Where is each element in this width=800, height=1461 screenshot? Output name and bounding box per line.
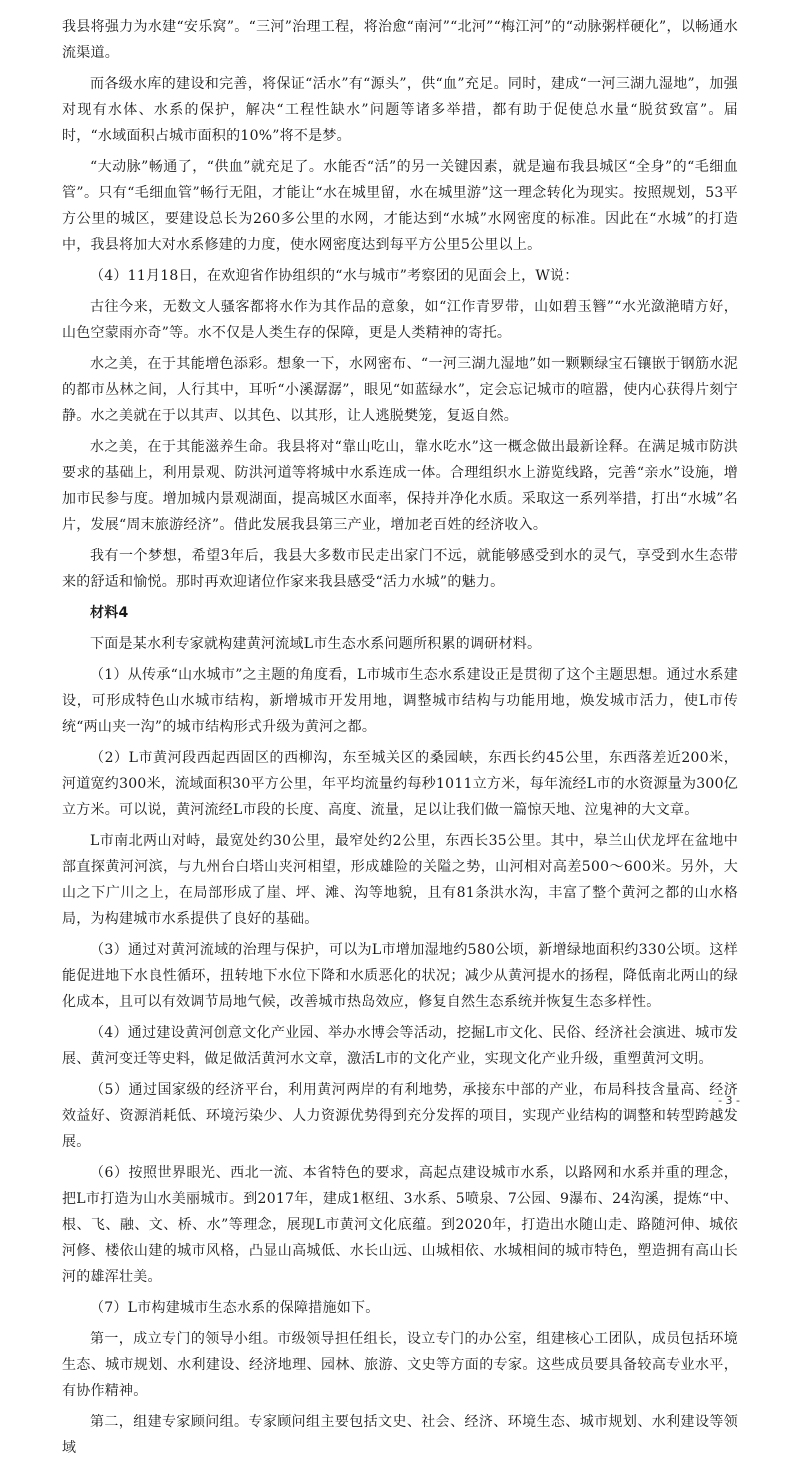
paragraph: 水之美，在于其能滋养生命。我县将对“靠山吃山，靠水吃水”这一概念做出最新诠释。在满足城市防洪要求的基础上，利用景观、防洪河道等将城中水系连成一体。合理组织水上游览线路，完善“亲水”设施，增加市民参与度。增加城内景观湖面，提高城区水面率，保持并净化水质。采取这一系列举措，打出“水城”名片，发展“周末旅游经济”。借此发展我县第三产业，增加老百姓的经济收入。	[62, 439, 738, 533]
paragraph: （7）L市构建城市生态水系的保障措施如下。	[90, 1300, 380, 1316]
paragraph: 水之美，在于其能增色添彩。想象一下，水网密布、“一河三湖九湿地”如一颗颗绿宝石镶嵌于钢筋水泥的都市丛林之间，人行其中，耳听“小溪潺潺”，眼见“如蓝绿水”，定会忘记城市的喧嚣，使内心获得片刻宁静。水之美就在于以其声、以其色、以其形，让人逃脱樊笼，复返自然。	[62, 356, 738, 424]
paragraph: （3）通过对黄河流域的治理与保护，可以为L市增加湿地约580公顷，新增绿地面积约330公顷。这样能促进地下水良性循环，扭转地下水位下降和水质恶化的状况；减少从黄河提水的扬程，降低南北两山的绿化成本，且可以有效调节局地气候，改善城市热岛效应，修复自然生态系统并恢复生态多样性。	[62, 942, 738, 1010]
paragraph: L市南北两山对峙，最宽处约30公里，最窄处约2公里，东西长35公里。其中，皋兰山伏龙坪在盆地中部直探黄河河滨，与九州台白塔山夹河相望，形成雄险的关隘之势，山河相对高差500～600米。另外，大山之下广川之上，在局部形成了崖、坪、滩、沟等地貌，且有81条洪水沟，丰富了整个黄河之都的山水格局，为构建城市水系提供了良好的基础。	[62, 833, 738, 927]
paragraph: （2）L市黄河段西起西固区的西柳沟，东至城关区的桑园峡，东西长约45公里，东西落差近200米，河道宽约300米，流域面积30平方公里，年平均流量约每秒1011立方米，每年流经L市的水资源量为300亿立方米。可以说，黄河流经L市段的长度、高度、流量，足以让我们做一篇惊天地、泣鬼神的大文章。	[62, 750, 738, 818]
paragraph: （5）通过国家级的经济平台，利用黄河两岸的有利地势，承接东中部的产业，布局科技含量高、经济效益好、资源消耗低、环境污染少、人力资源优势得到充分发挥的项目，实现产业结构的调整和转型跨越发展。	[62, 1082, 738, 1150]
page-number: - 3 -	[718, 1094, 740, 1107]
paragraph: （4）11月18日，在欢迎省作协组织的“水与城市”考察团的见面会上，W说：	[90, 268, 579, 284]
paragraph: 第一，成立专门的领导小组。市级领导担任组长，设立专门的办公室，组建核心工团队，成员包括环境生态、城市规划、水利建设、经济地理、园林、旅游、文史等方面的专家。这些成员要具备较高专业水平，有协作精神。	[62, 1331, 738, 1399]
section-heading: 材料4	[90, 605, 129, 621]
paragraph: 下面是某水利专家就构建黄河流域L市生态水系问题所积累的调研材料。	[90, 636, 542, 652]
paragraph: “大动脉”畅通了，“供血”就充足了。水能否“活”的另一关键因素，就是遍布我县城区“全身”的“毛细血管”。只有“毛细血管”畅行无阻，才能让“水在城里留，水在城里游”这一理念转化为现实。按照规划，53平方公里的城区，要建设总长为260多公里的水网，才能达到“水城”水网密度的标准。因此在“水城”的打造中，我县将加大对水系修建的力度，使水网密度达到每平方公里5公里以上。	[62, 159, 738, 253]
paragraph: 而各级水库的建设和完善，将保证“活水”有“源头”，供“血”充足。同时，建成“一河三湖九湿地”，加强对现有水体、水系的保护，解决“工程性缺水”问题等诸多举措，都有助于促使总水量“脱贫致富”。届时，“水域面积占城市面积的10%”将不是梦。	[62, 76, 738, 144]
paragraph: 我县将强力为水建“安乐窝”。“三河”治理工程，将治愈“南河”“北河”“梅江河”的“动脉粥样硬化”，以畅通水流渠道。	[62, 19, 738, 61]
paragraph: （1）从传承“山水城市”之主题的角度看，L市城市生态水系建设正是贯彻了这个主题思想。通过水系建设，可形成特色山水城市结构，新增城市开发用地，调整城市结构与功能用地，焕发城市活力，使L市传统“两山夹一沟”的城市结构形式升级为黄河之都。	[62, 667, 738, 735]
paragraph: 第二，组建专家顾问组。专家顾问组主要包括文史、社会、经济、环境生态、城市规划、水利建设等领域	[62, 1414, 738, 1456]
paragraph: 古往今来，无数文人骚客都将水作为其作品的意象，如“江作青罗带，山如碧玉簪”“水光潋滟晴方好，山色空蒙雨亦奇”等。水不仅是人类生存的保障，更是人类精神的寄托。	[62, 299, 738, 341]
paragraph: 我有一个梦想，希望3年后，我县大多数市民走出家门不远，就能够感受到水的灵气，享受到水生态带来的舒适和愉悦。那时再欢迎诸位作家来我县感受“活力水城”的魅力。	[62, 548, 738, 590]
paragraph: （6）按照世界眼光、西北一流、本省特色的要求，高起点建设城市水系，以路网和水系并重的理念，把L市打造为山水美丽城市。到2017年，建成1枢纽、3水系、5喷泉、7公园、9瀑布、24沟溪，提炼“中、根、飞、融、文、桥、水”等理念，展现L市黄河文化底蕴。到2020年，打造出水随山走、路随河伸、城依河修、楼依山建的城市风格，凸显山高城低、水长山远、山城相依、水城相间的城市特色，塑造拥有高山长河的雄浑壮美。	[62, 1165, 738, 1285]
paragraph: （4）通过建设黄河创意文化产业园、举办水博会等活动，挖掘L市文化、民俗、经济社会演进、城市发展、黄河变迁等史料，做足做活黄河水文章，激活L市的文化产业，实现文化产业升级，重塑黄河文明。	[62, 1025, 738, 1067]
